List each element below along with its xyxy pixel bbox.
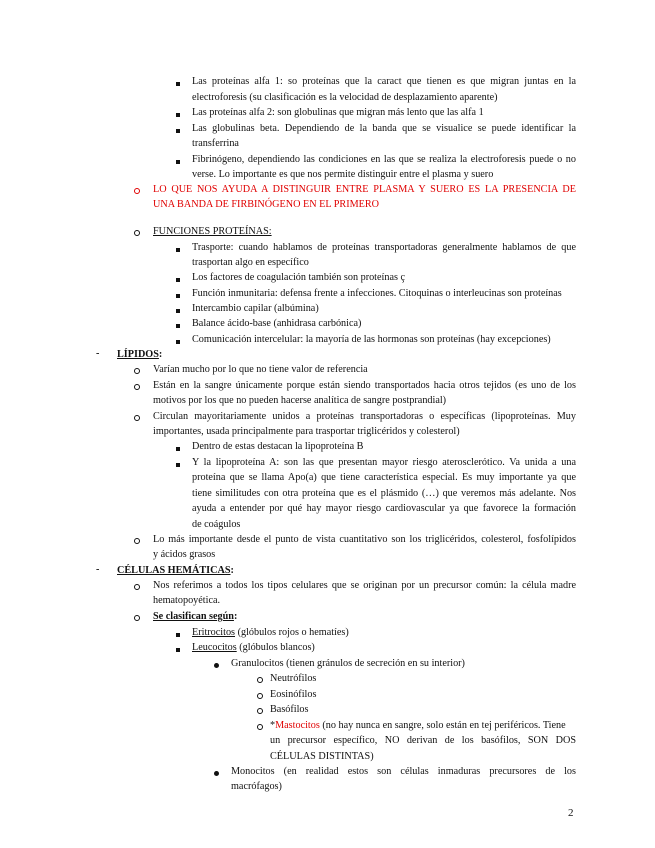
list-item: Circulan mayoritariamente unidos a proteínas transportadoras o específicas (lipoproteínas. Muy xyxy=(153,411,576,422)
square-bullet-icon xyxy=(176,242,180,258)
list-item: Las proteínas alfa 1: so proteínas que la caract que tienen es que migran juntas en la xyxy=(192,76,576,87)
list-item: CÉLULAS DISTINTAS) xyxy=(270,751,374,762)
square-bullet-icon xyxy=(176,642,180,658)
dash-bullet-icon: - xyxy=(96,348,100,359)
list-item-erythrocytes: Eritrocitos (glóbulos rojos o hematíes) xyxy=(192,627,349,638)
circle-bullet-icon xyxy=(257,704,263,720)
list-item: proteína que se llama Apo(a) que tiene característica especial. Es muy importante ya que xyxy=(192,472,576,483)
list-item: macrófagos) xyxy=(231,781,282,792)
filled-dot-bullet-icon xyxy=(214,766,219,782)
functions-heading: FUNCIONES PROTEÍNAS: xyxy=(153,226,272,237)
list-item: Balance ácido-base (anhidrasa carbónica) xyxy=(192,318,362,329)
list-item: trasportan algo en específico xyxy=(192,257,309,268)
square-bullet-icon xyxy=(176,288,180,304)
list-item: un precursor específico, NO derivan de los basófilos, SON DOS xyxy=(270,735,576,746)
circle-bullet-icon xyxy=(257,689,263,705)
list-item: tiene similitudes con otra proteína que es el plásmido (…) que veremos más adelante. Nos xyxy=(192,488,576,499)
circle-bullet-icon xyxy=(134,184,140,200)
list-item: Los factores de coagulación también son proteínas ç xyxy=(192,272,406,283)
circle-bullet-icon xyxy=(134,380,140,396)
list-item: transferrina xyxy=(192,138,239,149)
square-bullet-icon xyxy=(176,154,180,170)
dash-bullet-icon: - xyxy=(96,564,100,575)
list-item: ayuda a entender por qué hay mayor riesgo cardiovascular ya que favorece la formación xyxy=(192,503,576,514)
list-item-granulocytes: Granulocitos (tienen gránulos de secreción en su interior) xyxy=(231,658,465,669)
list-item: Función inmunitaria: defensa frente a infecciones. Citoquinas o interleucinas son proteínas xyxy=(192,288,562,299)
list-item: electroforesis (su clasificación es la velocidad de desplazamiento aparente) xyxy=(192,92,498,103)
list-item: Comunicación intercelular: la mayoría de las hormonas son proteínas (hay excepciones) xyxy=(192,334,551,345)
list-item: Eosinófilos xyxy=(270,689,317,700)
list-item: Nos referimos a todos los tipos celulares que se originan por un precursor común: la célula madre xyxy=(153,580,576,591)
list-item: motivos por los que no pueden hacerse analítica de sangre postprandial) xyxy=(153,395,447,406)
list-item-leukocytes: Leucocitos (glóbulos blancos) xyxy=(192,642,315,653)
circle-bullet-icon xyxy=(257,720,263,736)
circle-bullet-icon xyxy=(134,611,140,627)
list-item-monocytes: Monocitos (en realidad estos son células inmaduras precursores de los xyxy=(231,766,576,777)
list-item: Están en la sangre únicamente porque están siendo transportados hacia otros tejidos (es uno de los xyxy=(153,380,576,391)
list-item: Fibrinógeno, dependiendo las condiciones en las que se realiza la electroforesis puede o no xyxy=(192,154,576,165)
square-bullet-icon xyxy=(176,107,180,123)
list-item: importantes, usada principalmente para trasportar triglicéridos y colesterol) xyxy=(153,426,460,437)
square-bullet-icon xyxy=(176,303,180,319)
square-bullet-icon xyxy=(176,318,180,334)
plasma-serum-note-cont: UNA BANDA DE FIRBINÓGENO EN EL PRIMERO xyxy=(153,199,380,210)
circle-bullet-icon xyxy=(134,364,140,380)
list-item: Las globulinas beta. Dependiendo de la banda que se visualice se puede identificar la xyxy=(192,123,576,134)
circle-bullet-icon xyxy=(257,673,263,689)
list-item: Basófilos xyxy=(270,704,309,715)
list-item: verse. Lo importante es que nos permite distinguir entre el plasma y suero xyxy=(192,169,494,180)
list-item: y ácidos grasos xyxy=(153,549,216,560)
square-bullet-icon xyxy=(176,627,180,643)
square-bullet-icon xyxy=(176,76,180,92)
square-bullet-icon xyxy=(176,334,180,350)
circle-bullet-icon xyxy=(134,226,140,242)
square-bullet-icon xyxy=(176,272,180,288)
cells-heading: CÉLULAS HEMÁTICAS: xyxy=(117,565,234,576)
plasma-serum-note: LO QUE NOS AYUDA A DISTINGUIR ENTRE PLASMA Y SUERO ES LA PRESENCIA DE xyxy=(153,184,576,195)
lipids-heading: LÍPIDOS: xyxy=(117,349,163,360)
list-item: Y la lipoproteína A: son las que presentan mayor riesgo aterosclerótico. Va unida a una xyxy=(192,457,576,468)
list-item: Lo más importante desde el punto de vista cuantitativo son los triglicéridos, colesterol, fosfolípidos xyxy=(153,534,576,545)
list-item-mastocytes: *Mastocitos (no hay nunca en sangre, solo están en tej periféricos. Tiene xyxy=(270,720,566,731)
list-item: Las proteínas alfa 2: son globulinas que migran más lento que las alfa 1 xyxy=(192,107,484,118)
list-item: Intercambio capilar (albúmina) xyxy=(192,303,319,314)
classify-label: Se clasifican según: xyxy=(153,611,238,622)
list-item: de coágulos xyxy=(192,519,241,530)
list-item: Dentro de estas destacan la lipoproteína B xyxy=(192,441,364,452)
list-item: Neutrófilos xyxy=(270,673,317,684)
page-number: 2 xyxy=(568,807,574,819)
circle-bullet-icon xyxy=(134,580,140,596)
list-item: Varían mucho por lo que no tiene valor de referencia xyxy=(153,364,368,375)
circle-bullet-icon xyxy=(134,411,140,427)
square-bullet-icon xyxy=(176,441,180,457)
list-item: Trasporte: cuando hablamos de proteínas transportadoras generalmente hablamos de que xyxy=(192,242,576,253)
square-bullet-icon xyxy=(176,123,180,139)
list-item: hematopoyética. xyxy=(153,595,221,606)
filled-dot-bullet-icon xyxy=(214,658,219,674)
square-bullet-icon xyxy=(176,457,180,473)
circle-bullet-icon xyxy=(134,534,140,550)
